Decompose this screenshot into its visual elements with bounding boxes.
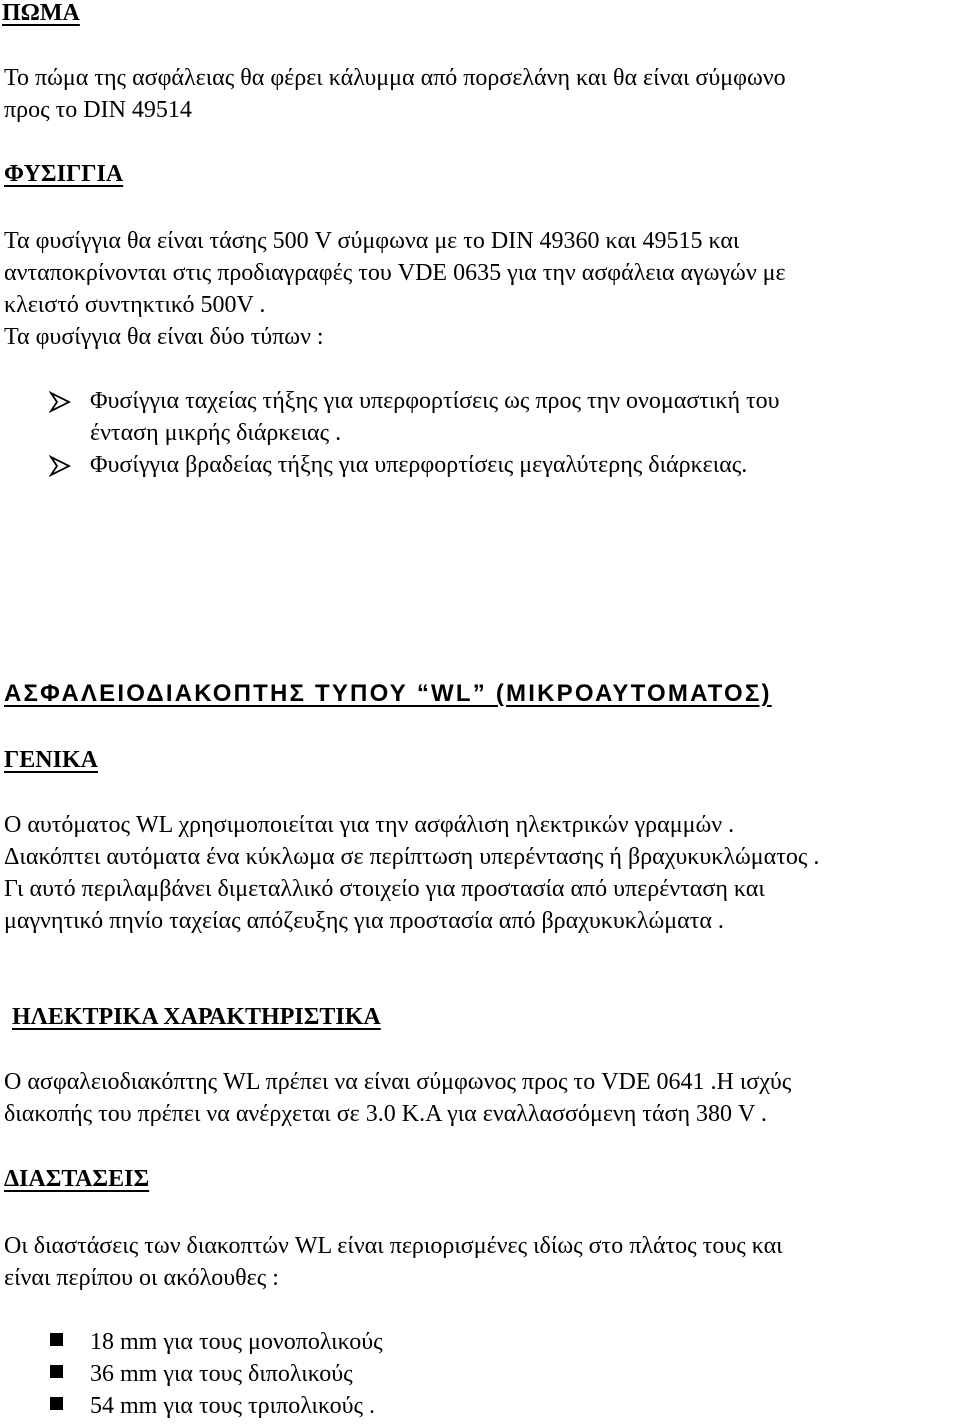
square-bullet-icon — [50, 1397, 63, 1410]
paragraph-line: Ο αυτόματος WL χρησιμοποιείται για την ασφάλιση ηλεκτρικών γραμμών . — [4, 812, 735, 838]
paragraph-line: Τα φυσίγγια θα είναι δύο τύπων : — [4, 324, 324, 350]
square-bullet-icon — [50, 1365, 63, 1378]
section-title-poma: ΠΩΜΑ — [2, 0, 80, 26]
bullet-item-line: Φυσίγγια ταχείας τήξης για υπερφορτίσεις ως προς την ονομαστική του — [90, 388, 780, 414]
paragraph-line: Το πώμα της ασφάλειας θα φέρει κάλυμμα από πορσελάνη και θα είναι σύμφωνο — [4, 65, 786, 91]
paragraph-line: Τα φυσίγγια θα είναι τάσης 500 V σύμφωνα με το DIN 49360 και 49515 και — [4, 228, 740, 254]
paragraph-line: Οι διαστάσεις των διακοπτών WL είναι περιορισμένες ιδίως στο πλάτος τους και — [4, 1233, 783, 1259]
paragraph-line: είναι περίπου οι ακόλουθες : — [4, 1265, 279, 1291]
paragraph-line: μαγνητικό πηνίο ταχείας απόζευξης για προστασία από βραχυκυκλώματα . — [4, 908, 724, 934]
arrowhead-bullet-icon — [49, 391, 71, 413]
square-bullet-icon — [50, 1333, 63, 1346]
list-item: 36 mm για τους διπολικούς — [90, 1361, 353, 1387]
list-item: 54 mm για τους τριπολικούς . — [90, 1393, 375, 1419]
paragraph-line: Ο ασφαλειοδιακόπτης WL πρέπει να είναι σύμφωνος προς το VDE 0641 .Η ισχύς — [4, 1069, 792, 1095]
bullet-item-line: ένταση μικρής διάρκειας . — [90, 420, 342, 446]
arrowhead-bullet-icon — [49, 455, 71, 477]
section-title-electrical: ΗΛΕΚΤΡΙΚΑ ΧΑΡΑΚΤΗΡΙΣΤΙΚΑ — [12, 1004, 381, 1030]
list-item: 18 mm για τους μονοπολικούς — [90, 1329, 383, 1355]
paragraph-line: κλειστό συντηκτικό 500V . — [4, 292, 266, 318]
paragraph-line: Γι αυτό περιλαμβάνει διμεταλλικό στοιχείο για προστασία από υπερένταση και — [4, 876, 765, 902]
paragraph-line: ανταποκρίνονται στις προδιαγραφές του VDE 0635 για την ασφάλεια αγωγών με — [4, 260, 786, 286]
paragraph-line: διακοπής του πρέπει να ανέρχεται σε 3.0 K.A για εναλλασσόμενη τάση 380 V . — [4, 1101, 767, 1127]
paragraph-line: Διακόπτει αυτόματα ένα κύκλωμα σε περίπτωση υπερέντασης ή βραχυκυκλώματος . — [4, 844, 820, 870]
section-title-dimensions: ΔΙΑΣΤΑΣΕΙΣ — [4, 1166, 150, 1192]
section-title-fysiggia: ΦΥΣΙΓΓΙΑ — [4, 161, 124, 187]
paragraph-line: προς το DIN 49514 — [4, 97, 192, 123]
bullet-item-line: Φυσίγγια βραδείας τήξης για υπερφορτίσεις μεγαλύτερης διάρκειας. — [90, 452, 748, 478]
section-title-genika: ΓΕΝΙΚΑ — [4, 747, 98, 773]
section-title-breaker: ΑΣΦΑΛΕΙΟΔΙΑΚΟΠΤΗΣ ΤΥΠΟΥ “WL” (ΜΙΚΡΟΑΥΤΟΜΑΤΟΣ) — [4, 680, 772, 707]
